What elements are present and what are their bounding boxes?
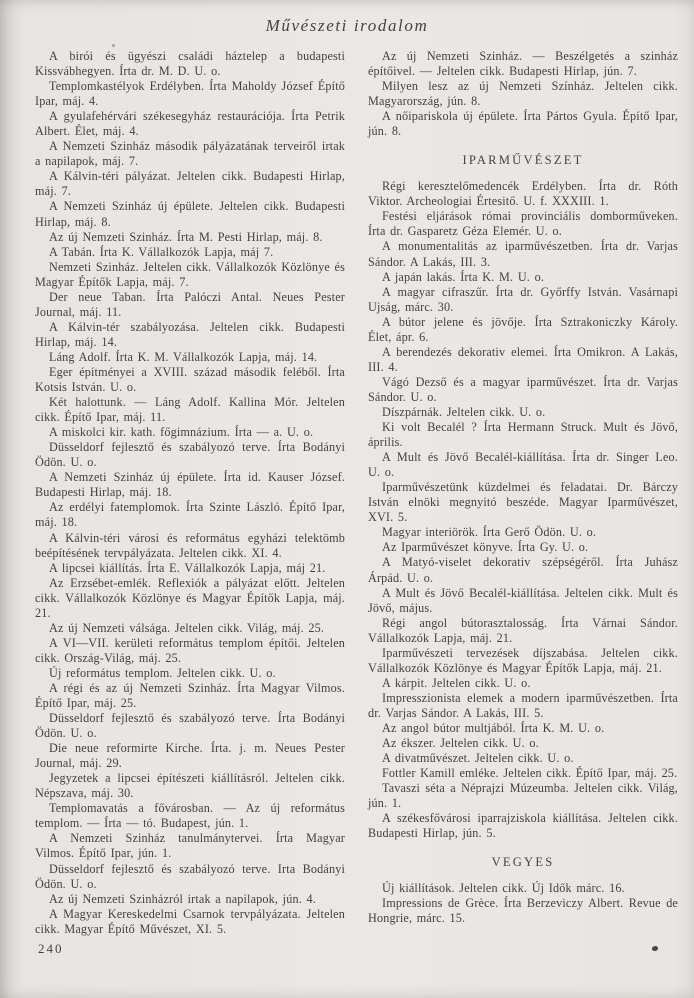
bibliography-entry: Új kiállítások. Jeltelen cikk. Új Idők márc. 16. xyxy=(382,881,625,896)
bibliography-entry: Vágó Dezső és a magyar iparművészet. Írta dr. Varjas Sándor. U. o. xyxy=(368,374,678,404)
bibliography-entry: Láng Adolf. Írta K. M. Vállalkozók Lapja, máj. 14. xyxy=(49,349,318,364)
bibliography-entry: Magyar interiörök. Írta Gerő Ödön. U. o. xyxy=(382,525,597,540)
bibliography-entry: Der neue Taban. Írta Palóczi Antal. Neues Pester Journal, máj. 11. xyxy=(35,289,345,319)
bibliography-entry: A Nemzeti Szinház új épülete. Írta id. Kauser József. Budapesti Hirlap, máj. 18. xyxy=(35,470,345,500)
page-number: 240 xyxy=(38,941,64,956)
bibliography-entry: Nemzeti Szinház. Jeltelen cikk. Vállalkozók Közlönye és Magyar Építők Lapja, máj. 7. xyxy=(35,259,345,289)
bibliography-entry: Az új Nemzeti Szinház. — Beszélgetés a szinház építőivel. — Jeltelen cikk. Budapesti Hirlap, jún. 7. xyxy=(368,49,678,79)
paper-speck-artifact xyxy=(112,44,115,47)
bibliography-entry: Jegyzetek a lipcsei építészeti kiállításról. Jeltelen cikk. Népszava, máj. 30. xyxy=(35,771,345,801)
bibliography-entry: Festési eljárások római provinciális domborműveken. Írta dr. Gasparetz Géza Elemér. U. o. xyxy=(368,209,678,239)
bibliography-entry: Templomkastélyok Erdélyben. Írta Maholdy József Építő Ipar, máj. 4. xyxy=(35,79,345,109)
right-column xyxy=(368,49,678,937)
bibliography-entry: Impressions de Grèce. Írta Berzeviczy Albert. Revue de Hongrie, márc. 15. xyxy=(368,896,678,926)
bibliography-entry: A Matyó-viselet dekorativ szépségéről. Írta Juhász Árpád. U. o. xyxy=(368,555,678,585)
bibliography-entry: A berendezés dekorativ elemei. Írta Omikron. A Lakás, III. 4. xyxy=(368,344,678,374)
bibliography-entry: A Kálvin-téri városi és református egyházi telektömb beépítésének tervpályázata. Jeltelen cikk. XI. 4. xyxy=(35,530,345,560)
bibliography-entry: Régi keresztelőmedencék Erdélyben. Írta dr. Róth Viktor. Archeologiai Értesitő. U. f. XXXIII. 1. xyxy=(368,179,678,209)
bibliography-entry: Ki volt Becalél ? Írta Hermann Struck. Mult és Jövő, április. xyxy=(368,420,678,450)
bibliography-entry: A miskolci kir. kath. főgimnázium. Írta — a. U. o. xyxy=(49,425,314,440)
bibliography-entry: A bútor jelene és jövője. Írta Sztrakoniczky Károly. Élet, ápr. 6. xyxy=(368,314,678,344)
bibliography-entry: Az új Nemzeti Szinházról irtak a napilapok, jún. 4. xyxy=(49,891,316,906)
bibliography-entry: A Nemzeti Szinház második pályázatának terveiről irtak a napilapok, máj. 7. xyxy=(35,139,345,169)
bibliography-entry: Az Iparművészet könyve. Írta Gy. U. o. xyxy=(382,540,589,555)
bibliography-entry: Iparművészetünk küzdelmei és feladatai. Dr. Bárczy István elnöki megnyitó beszéde. Magyar Iparművészet, XVI. 5. xyxy=(368,480,678,525)
bibliography-entry: A Magyar Kereskedelmi Csarnok tervpályázata. Jeltelen cikk. Magyar Építő Művészet, XI. 5. xyxy=(35,906,345,936)
page-title: Művészeti irodalom xyxy=(265,16,429,35)
bibliography-entry: Régi angol bútorasztalosság. Írta Várnai Sándor. Vállalkozók Lapja, máj. 21. xyxy=(368,615,678,645)
bibliography-entry: A birói és ügyészi családi háztelep a budapesti Kissvábhegyen. Írta dr. M. D. U. o. xyxy=(35,49,345,79)
bibliography-entry: Die neue reformirte Kirche. Írta. j. m. Neues Pester Journal, máj. 29. xyxy=(35,741,345,771)
bibliography-entry: Düsseldorf fejlesztő és szabályozó terve. Írta Bodányi Ödön. U. o. xyxy=(35,711,345,741)
bibliography-entry: Az új Nemzeti válsága. Jeltelen cikk. Világ, máj. 25. xyxy=(49,620,325,635)
bibliography-entry: A VI—VII. kerületi református templom építői. Jeltelen cikk. Ország-Világ, máj. 25. xyxy=(35,635,345,665)
bibliography-entry: Új református templom. Jeltelen cikk. U. o. xyxy=(49,665,276,680)
bibliography-entry: A japán lakás. Írta K. M. U. o. xyxy=(382,269,545,284)
bibliography-entry: Két halottunk. — Láng Adolf. Kallina Mór. Jeltelen cikk. Építő Ipar, máj. 11. xyxy=(35,395,345,425)
bibliography-entry: A Nemzeti Szinház új épülete. Jeltelen cikk. Budapesti Hirlap, máj. 8. xyxy=(35,199,345,229)
bibliography-entry: Az erdélyi fatemplomok. Írta Szinte László. Építő Ipar, máj. 18. xyxy=(35,500,345,530)
bibliography-entry: A kárpit. Jeltelen cikk. U. o. xyxy=(382,675,531,690)
left-column xyxy=(35,49,345,937)
bibliography-entry: A monumentalitás az iparművészetben. Írta dr. Varjas Sándor. A Lakás, III. 3. xyxy=(368,239,678,269)
bibliography-entry: Templomavatás a fővárosban. — Az új református templom. — Írta — tó. Budapest, jún. 1. xyxy=(35,801,345,831)
two-column-layout xyxy=(0,36,694,937)
bibliography-entry: A nőipariskola új épülete. Írta Pártos Gyula. Építő Ipar, jún. 8. xyxy=(368,109,678,139)
bibliography-entry: Milyen lesz az új Nemzeti Színház. Jeltelen cikk. Magyarország, jún. 8. xyxy=(368,79,678,109)
bibliography-entry: A gyulafehérvári székesegyház restaurációja. Írta Petrik Albert. Élet, máj. 4. xyxy=(35,109,345,139)
bibliography-entry: A divatművészet. Jeltelen cikk. U. o. xyxy=(382,751,574,766)
bibliography-entry: Iparművészeti tervezések díjszabása. Jeltelen cikk. Vállalkozók Közlönye és Magyar Építők Lapja, máj. 21. xyxy=(368,645,678,675)
bibliography-entry: A Mult és Jövő Becalél-kiállítása. Írta dr. Singer Leo. U. o. xyxy=(368,450,678,480)
section-heading: IPARMŰVÉSZET xyxy=(462,153,584,168)
bibliography-entry: A Kálvin-téri pályázat. Jeltelen cikk. Budapesti Hirlap, máj. 7. xyxy=(35,169,345,199)
bibliography-entry: A lipcsei kiállítás. Írta E. Vállalkozók Lapja, máj 21. xyxy=(49,560,326,575)
bibliography-entry: A Nemzeti Szinház tanulmánytervei. Írta Magyar Vilmos. Építő Ipar, jún. 1. xyxy=(35,831,345,861)
bibliography-entry: Fottler Kamill emléke. Jeltelen cikk. Építő Ipar, máj. 25. xyxy=(382,766,678,781)
bibliography-entry: Impresszionista elemek a modern iparművészetben. Írta dr. Varjas Sándor. A Lakás, III. 5. xyxy=(368,690,678,720)
section-heading: VEGYES xyxy=(491,855,555,870)
bibliography-entry: A Mult és Jövő Becalél-kiállítása. Jeltelen cikk. Mult és Jövő, május. xyxy=(368,585,678,615)
bibliography-entry: A székesfővárosi iparrajziskola kiállítása. Jeltelen cikk. Budapesti Hirlap, jún. 5. xyxy=(368,811,678,841)
bibliography-entry: A magyar cifraszűr. Írta dr. Győrffy István. Vasárnapi Ujság, márc. 30. xyxy=(368,284,678,314)
bibliography-entry: A régi és az új Nemzeti Szinház. Írta Magyar Vilmos. Építő Ipar, máj. 25. xyxy=(35,680,345,711)
bibliography-entry: Düsseldorf fejlesztő és szabályozó terve. Irta Bodányi Ödön. U. o. xyxy=(35,861,345,891)
bibliography-entry: A Tabán. Írta K. Vállalkozók Lapja, máj 7. xyxy=(49,244,274,259)
bibliography-entry: Az ékszer. Jeltelen cikk. U. o. xyxy=(382,736,539,751)
bibliography-entry: Díszpárnák. Jeltelen cikk. U. o. xyxy=(382,404,546,419)
bibliography-entry: Az új Nemzeti Szinház. Írta M. Pesti Hirlap, máj. 8. xyxy=(49,229,323,244)
bibliography-entry: Az angol bútor multjából. Írta K. M. U. o. xyxy=(382,720,605,735)
bibliography-entry: Eger építményei a XVIII. század második feléből. Írta Kotsis István. U. o. xyxy=(35,364,345,395)
bibliography-entry: Düsseldorf fejlesztő és szabályozó terve. Írta Bodányi Ödön. U. o. xyxy=(35,440,345,470)
ink-spot-artifact xyxy=(652,946,658,951)
bibliography-entry: A Kálvin-tér szabályozása. Jeltelen cikk. Budapesti Hirlap, máj. 14. xyxy=(35,319,345,349)
bibliography-entry: Tavaszi séta a Néprajzi Múzeumba. Jeltelen cikk. Világ, jún. 1. xyxy=(368,781,678,811)
bibliography-entry: Az Erzsébet-emlék. Reflexiók a pályázat előtt. Jeltelen cikk. Vállalkozók Közlönye és Magyar Építők Lapja, máj. 21. xyxy=(35,575,345,620)
